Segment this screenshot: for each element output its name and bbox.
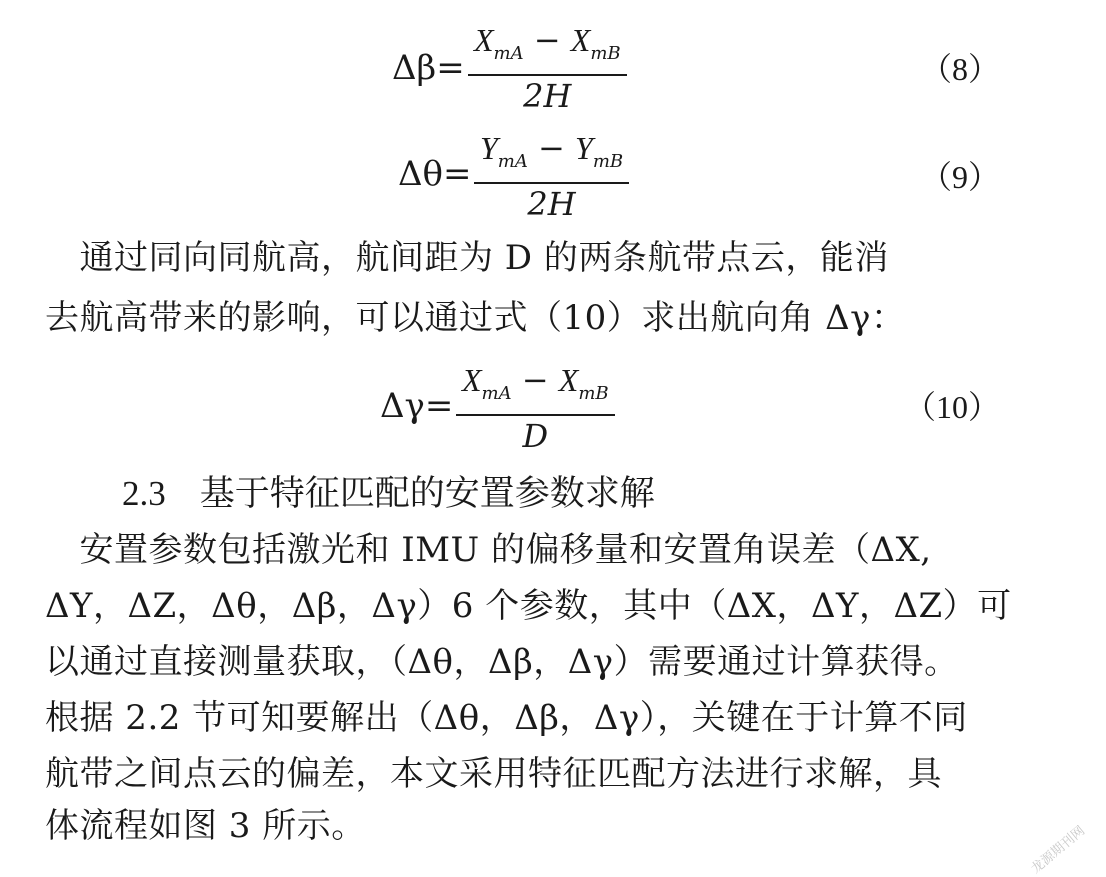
paragraph-line: 通过同向同航高，航间距为 D 的两条航带点云，能消 <box>45 238 889 278</box>
paragraph-line: 航带之间点云的偏差，本文采用特征匹配方法进行求解，具 <box>45 754 942 794</box>
fraction <box>474 128 629 224</box>
fraction-denominator: 2H <box>523 77 572 115</box>
fraction-denominator: 2H <box>527 185 576 223</box>
equation-number: （8） <box>919 51 1000 87</box>
paragraph-line: 以通过直接测量获取，（Δθ，Δβ，Δγ）需要通过计算获得。 <box>45 642 959 682</box>
fraction-numerator: $X_{mA} - X_{mB}$ <box>462 361 609 404</box>
equation-9 <box>0 128 1106 228</box>
watermark: 龙源期刊网 <box>1028 823 1088 877</box>
fraction-numerator: $Y_{mA} - Y_{mB}$ <box>480 129 624 172</box>
section-title: 基于特征匹配的安置参数求解 <box>199 474 655 514</box>
equation-lhs: Δβ= <box>392 48 465 88</box>
paragraph-line: 体流程如图 3 所示。 <box>45 806 366 846</box>
paragraph-line: 安置参数包括激光和 IMU 的偏移量和安置角误差（ΔX, <box>45 530 932 570</box>
section-heading <box>122 466 655 516</box>
paragraph-line: 去航高带来的影响，可以通过式（10）求出航向角 Δγ： <box>45 298 906 338</box>
equation-10 <box>0 360 1106 460</box>
equation-8 <box>0 20 1106 120</box>
equation-number: （10） <box>903 389 1000 425</box>
fraction-denominator: D <box>522 417 549 455</box>
fraction-numerator: $X_{mA} - X_{mB}$ <box>474 21 621 64</box>
fraction <box>468 20 627 116</box>
equation-lhs: Δγ= <box>380 386 454 426</box>
paragraph-line: 根据 2.2 节可知要解出（Δθ，Δβ，Δγ），关键在于计算不同 <box>45 698 968 738</box>
equation-lhs: Δθ= <box>398 154 472 194</box>
fraction <box>456 360 615 456</box>
paragraph-line: ΔY，ΔZ，Δθ，Δβ，Δγ）6 个参数，其中（ΔX，ΔY，ΔZ）可 <box>45 586 1012 626</box>
equation-number: （9） <box>919 159 1000 195</box>
section-number: 2.3 <box>122 474 166 513</box>
